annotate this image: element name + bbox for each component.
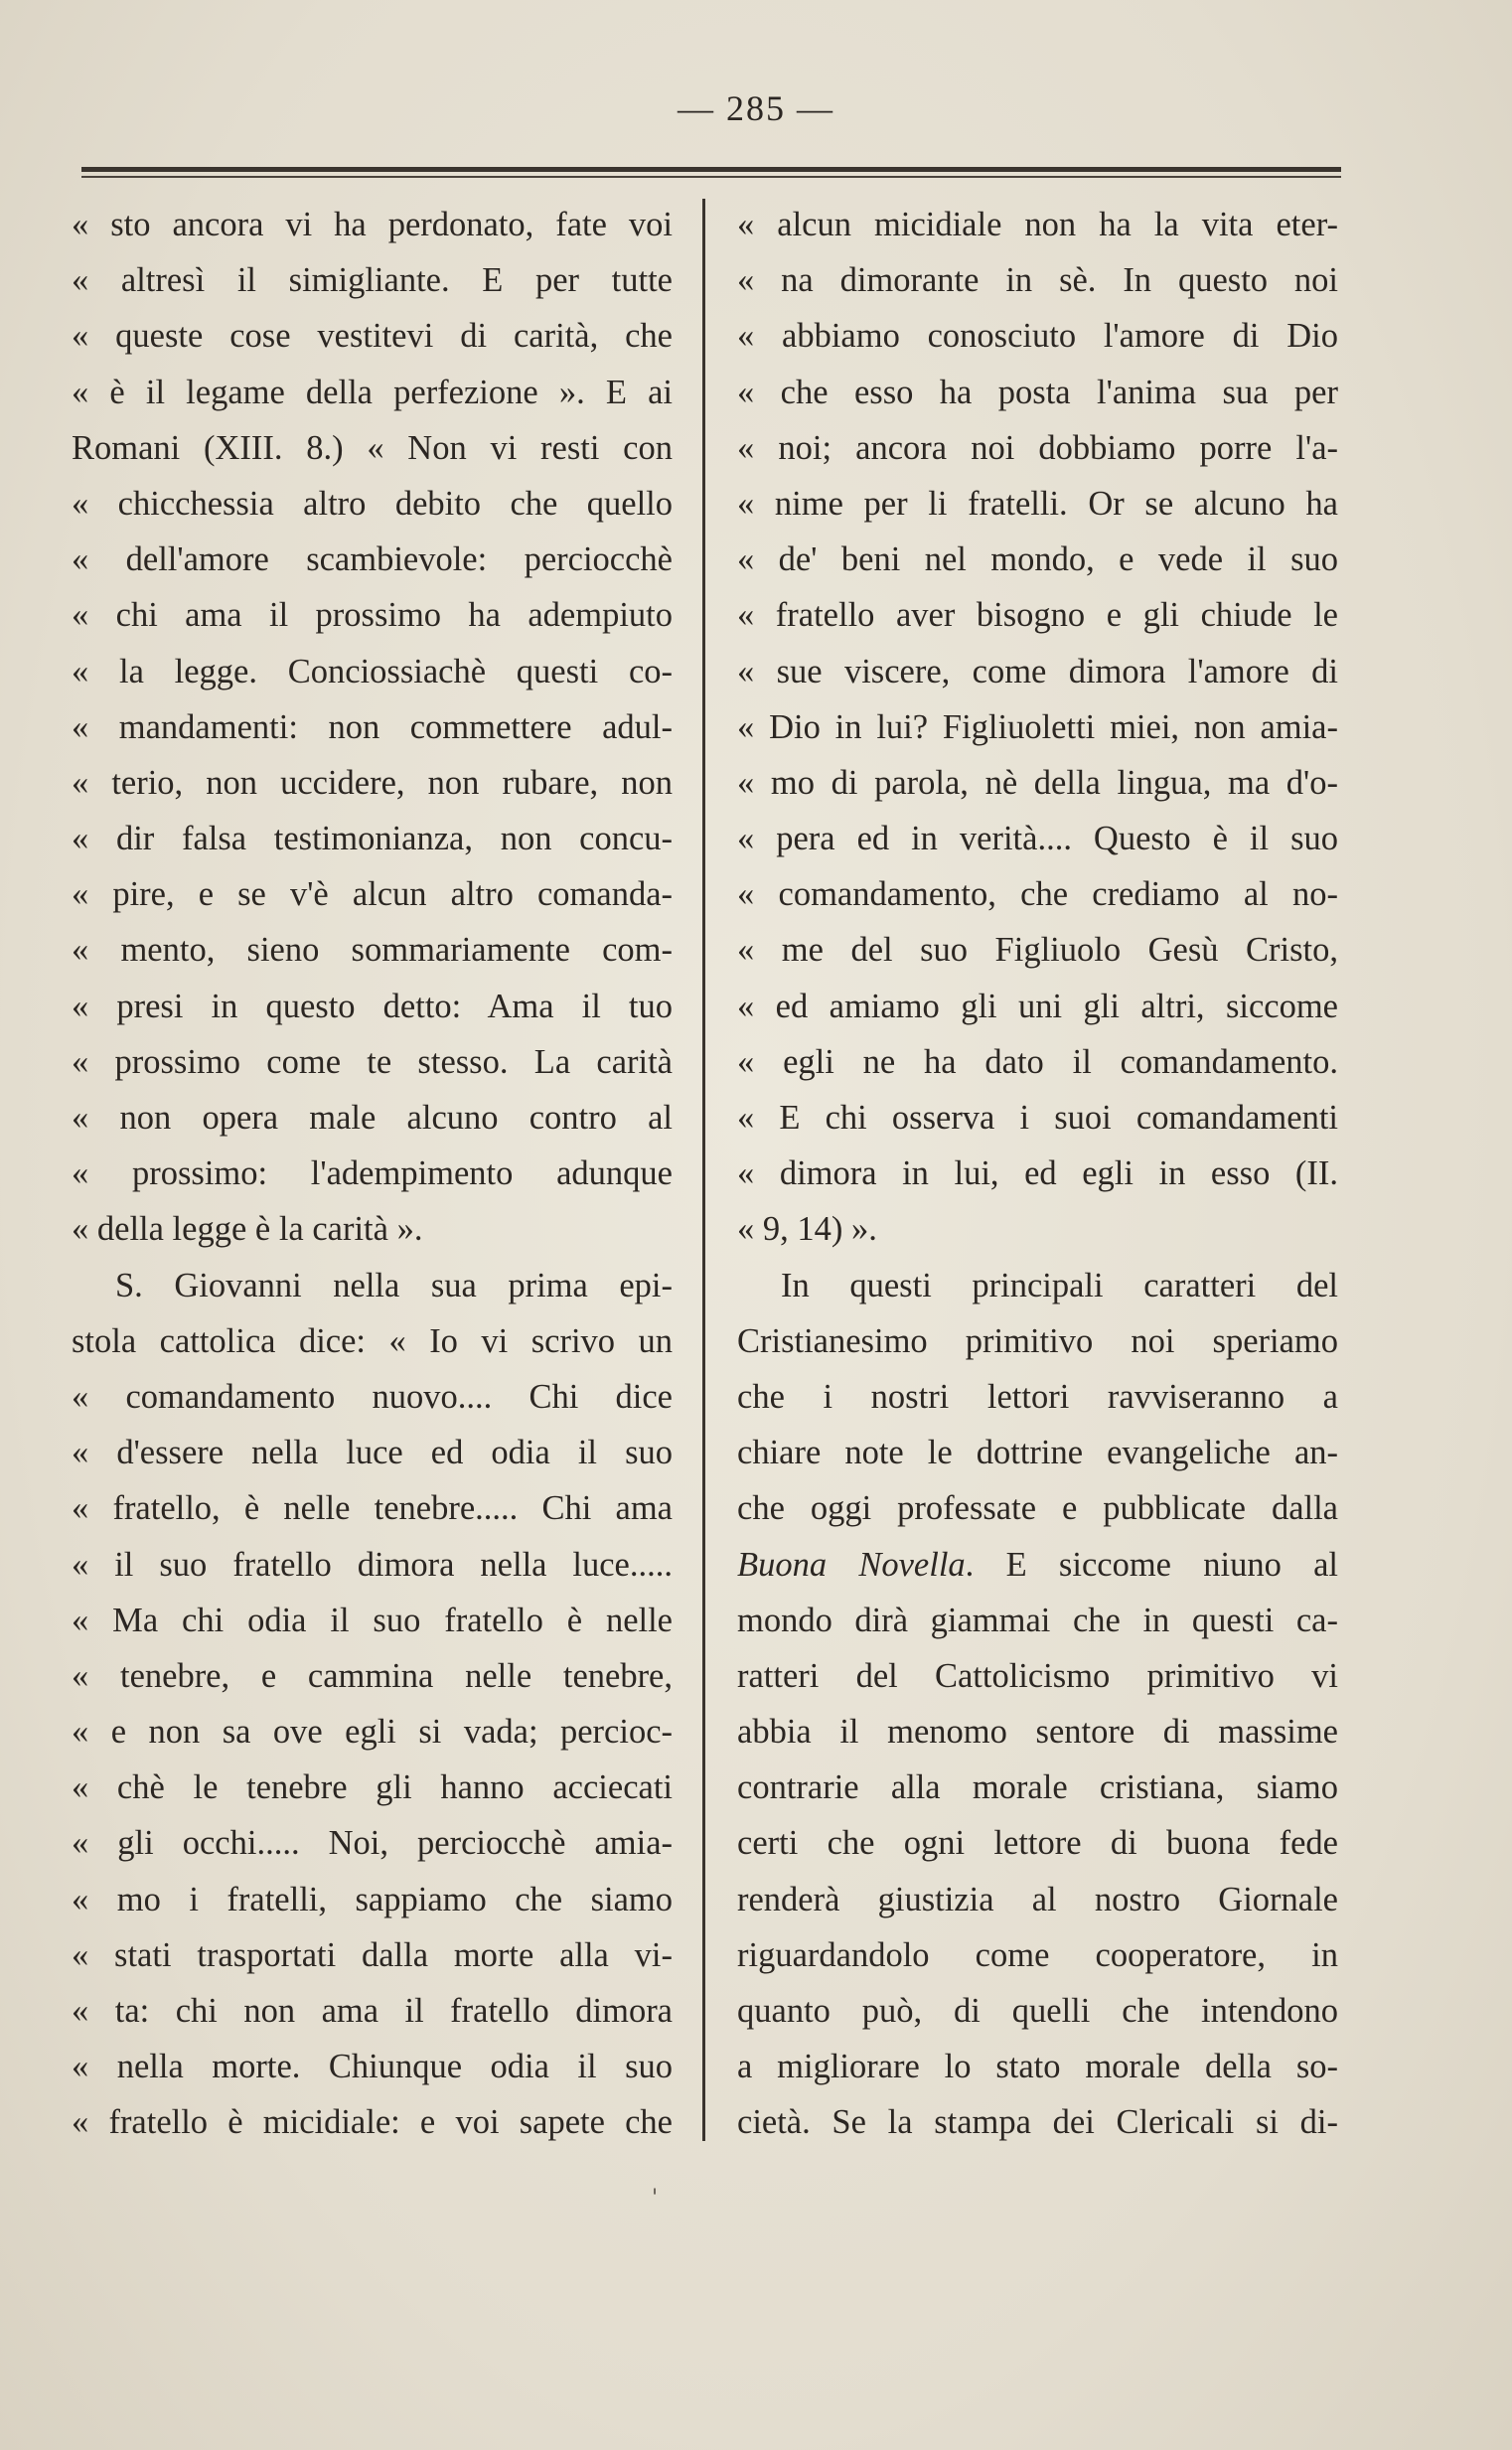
text-line: « dir falsa testimonianza, non concu- [72,820,673,858]
text-line: « noi; ancora noi dobbiamo porre l'a- [737,428,1338,467]
text-line: « il suo fratello dimora nella luce..... [72,1545,673,1584]
text-line: « Dio in lui? Figliuoletti miei, non amia- [737,707,1338,746]
text-line: « sue viscere, come dimora l'amore di [737,652,1338,690]
text-line: « d'essere nella luce ed odia il suo [72,1434,673,1472]
text-line: « ed amiamo gli uni gli altri, siccome [737,987,1338,1025]
text-line: « fratello, è nelle tenebre..... Chi ama [72,1489,673,1528]
text-line: « mento, sieno sommariamente com- [72,931,673,970]
text-line: « gli occhi..... Noi, perciocchè amia- [72,1824,673,1863]
text-line: « E chi osserva i suoi comandamenti [737,1099,1338,1137]
text-line: certi che ogni lettore di buona fede [737,1824,1338,1863]
text-line: « della legge è la carità ». [72,1210,423,1249]
text-line: « è il legame della perfezione ». E ai [72,373,673,411]
text-line: « egli ne ha dato il comandamento. [737,1042,1338,1081]
text-line: « fratello aver bisogno e gli chiude le [737,596,1338,635]
text-line: Romani (XIII. 8.) « Non vi resti con [72,428,673,467]
text-line: « Ma chi odia il suo fratello è nelle [72,1601,673,1639]
text-line: « pire, e se v'è alcun altro comanda- [72,875,673,914]
text-line: « stati trasportati dalla morte alla vi- [72,1935,673,1974]
text-line: « la legge. Conciossiachè questi co- [72,652,673,690]
text-line: contrarie alla morale cristiana, siamo [737,1768,1338,1807]
left-text-column [72,197,673,2151]
text-line: « ta: chi non ama il fratello dimora [72,1992,673,2030]
footer-mark: ' [652,2186,659,2211]
newspaper-title: Buona Novella [737,1545,966,1584]
text-line: « comandamento, che crediamo al no- [737,875,1338,914]
text-line: « mo di parola, nè della lingua, ma d'o- [737,763,1338,802]
text-line: « nella morte. Chiunque odia il suo [72,2048,673,2086]
text-line: « nime per li fratelli. Or se alcuno ha [737,484,1338,523]
page-number: — 285 — [678,88,834,128]
text-line: che oggi professate e pubblicate dalla [737,1489,1338,1528]
text-line: « dell'amore scambievole: perciocchè [72,540,673,579]
text-line: « terio, non uccidere, non rubare, non [72,763,673,802]
text-line: « che esso ha posta l'anima sua per [737,373,1338,411]
text-line: « fratello è micidiale: e voi sapete che [72,2103,673,2142]
header-rule-thin [81,176,1341,178]
text-line: quanto può, di quelli che intendono [737,1992,1338,2030]
text-line: che i nostri lettori ravviseranno a [737,1377,1338,1416]
text-line: « mandamenti: non commettere adul- [72,707,673,746]
text-line: abbia il menomo sentore di massime [737,1713,1338,1752]
text-line: cietà. Se la stampa dei Clericali si di- [737,2103,1338,2142]
text-line: « sto ancora vi ha perdonato, fate voi [72,206,673,243]
text-line: a migliorare lo stato morale della so- [737,2048,1338,2086]
right-text-column [737,197,1338,2151]
text-line: « me del suo Figliuolo Gesù Cristo, [737,931,1338,970]
text-line: « na dimorante in sè. In questo noi [737,261,1338,300]
text-line: Buona Novella. E siccome niuno al [737,1545,1338,1584]
text-line: « pera ed in verità.... Questo è il suo [737,820,1338,858]
text-line: Cristianesimo primitivo noi speriamo [737,1321,1338,1360]
text-line: « de' beni nel mondo, e vede il suo [737,540,1338,579]
text-line: « prossimo come te stesso. La carità [72,1042,673,1081]
text-line: In questi principali caratteri del [781,1266,1338,1304]
text-line: S. Giovanni nella sua prima epi- [115,1266,673,1304]
text-line: « chicchessia altro debito che quello [72,484,673,523]
text-line: « tenebre, e cammina nelle tenebre, [72,1656,673,1695]
text-line: renderà giustizia al nostro Giornale [737,1880,1338,1918]
text-line: chiare note le dottrine evangeliche an- [737,1434,1338,1472]
text-line: ratteri del Cattolicismo primitivo vi [737,1656,1338,1695]
text-line: mondo dirà giammai che in questi ca- [737,1601,1338,1639]
text-line: « abbiamo conosciuto l'amore di Dio [737,317,1338,356]
text-line: « dimora in lui, ed egli in esso (II. [737,1154,1338,1193]
text-line: « alcun micidiale non ha la vita eter- [737,206,1338,243]
text-line: « non opera male alcuno contro al [72,1099,673,1137]
text-line: « presi in questo detto: Ama il tuo [72,987,673,1025]
text-line: « mo i fratelli, sappiamo che siamo [72,1880,673,1918]
text-line: « e non sa ove egli si vada; percioc- [72,1713,673,1752]
column-divider [702,199,705,2141]
text-line: « prossimo: l'adempimento adunque [72,1154,673,1193]
text-line: stola cattolica dice: « Io vi scrivo un [72,1321,673,1360]
text-line: « comandamento nuovo.... Chi dice [72,1377,673,1416]
text-line: « chè le tenebre gli hanno acciecati [72,1768,673,1807]
text-line: « altresì il simigliante. E per tutte [72,261,673,300]
header-rule-thick [81,167,1341,172]
text-line: « chi ama il prossimo ha adempiuto [72,596,673,635]
text-line: « 9, 14) ». [737,1210,877,1249]
text-line: « queste cose vestitevi di carità, che [72,317,673,356]
text-line: riguardandolo come cooperatore, in [737,1935,1338,1974]
